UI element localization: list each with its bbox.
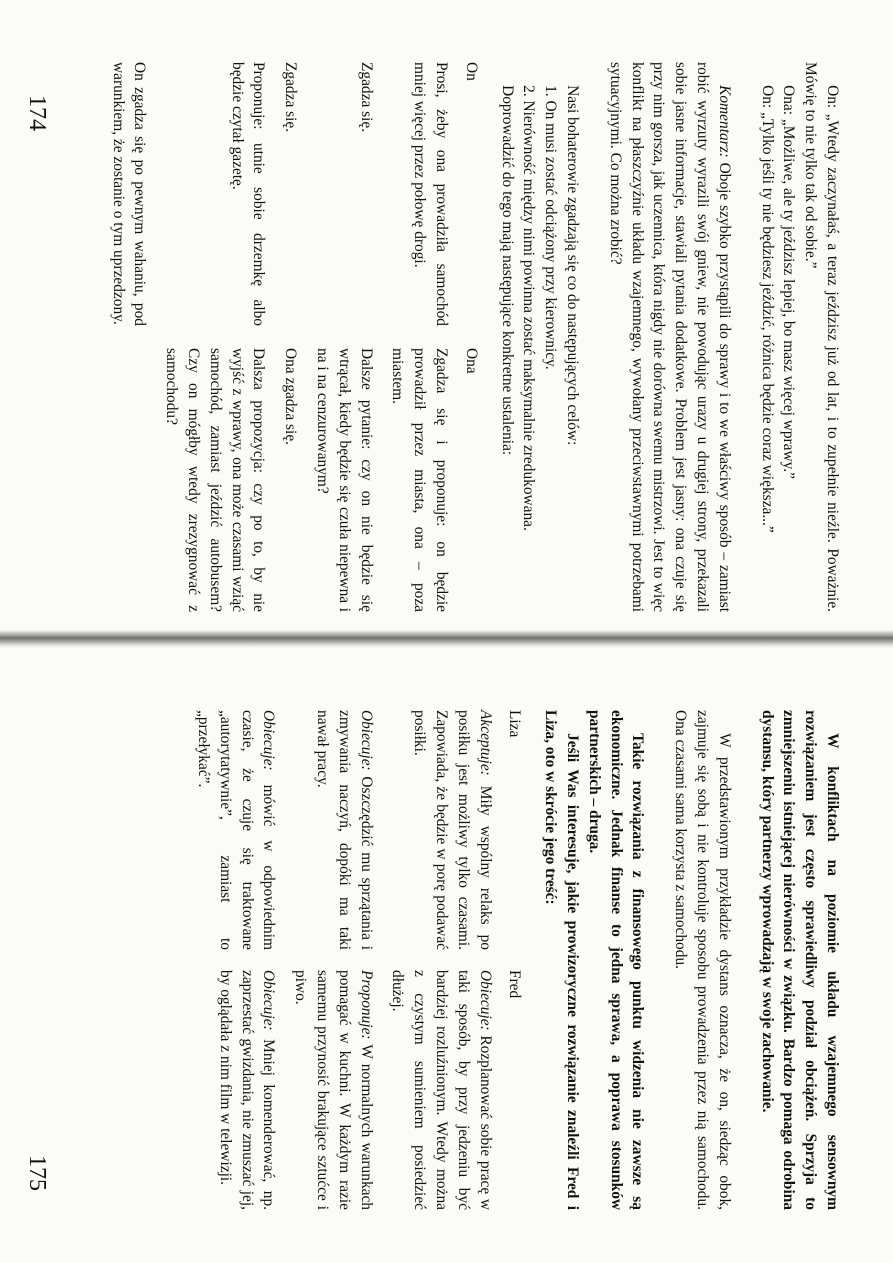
agreement-row [192,710,279,1210]
fred-cell [192,970,279,1210]
liza-text: Oszczędzić mu sprzątania i zmywania naczyń, dopóki ma taki nawał pracy. [314,710,375,950]
liza-cell [192,710,279,950]
page-number: 174 [24,95,50,131]
goal-item: 2. Nierówność między nimi powinna zostać maksymalnie zredukowana. [520,85,538,531]
agreement-row [289,710,376,1210]
liza-label: Obiecuje: [357,710,375,771]
liza-text: Miły wspólny relaks po posiłku jest możliwy tylko czasami. Zapowiada, że będzie w porę podawać posiłki. [411,710,494,950]
liza-cell [289,710,376,950]
agreements-intro: Doprowadzić do tego mają następujące konkretne ustalenia: [498,85,516,456]
on-cell: Zgadza się. [282,62,300,133]
fred-cell [289,970,376,1210]
agreement-row [311,62,376,612]
finance-paragraph: Takie rozwiązania z finansowego punktu widzenia nie zawsze są ekonomiczne. Jednak finanse to jedna sprawa, a poprawa stosunków partnerskich – druga. [585,710,647,1210]
agreement-row [387,62,452,612]
commentary-paragraph [604,62,735,612]
ona-cell [107,348,151,612]
book-fold [0,630,893,648]
liza-text: mówić w odpowiednim czasie, że czuje się traktowane „autorytatywnie”, zamiast to „przełykać”. [195,710,278,950]
on-cell: On zgadza się po pewnym wahaniu, pod warunkiem, że zostanie o tym uprzedzony. [109,62,149,326]
liza-label: Obiecuje: [260,710,278,771]
finance-block [539,710,648,1210]
column-headers [504,710,526,1210]
page-175-text [83,710,843,1210]
page-number: 175 [24,1155,50,1191]
goal-item: 1. On musi zostać odciążony przy kierownicy. [542,85,560,370]
liza-cell [387,710,496,950]
fred-liza-intro: Jeśli Was interesuje, jakie prowizoryczne rozwiązanie znaleźli Fred i Liza, oto w skrócie jego treść: [542,710,582,1210]
column-header-liza: Liza [506,710,524,738]
agreement-row [387,710,496,1210]
fred-text: W normalnych warunkach pomagać w kuchni. W każdym razie samemu przynosić brakujące sztućce i piwo. [292,970,375,1210]
dialogue-line: On: „Tylko jeśli ty nie będziesz jeździć, różnica będzie coraz większa...” [758,85,776,533]
liza-label: Akceptuje: [476,710,494,776]
agreement-row [279,62,301,612]
agreement-row [107,62,151,612]
commentary-label: Komentarz: [715,85,733,158]
ona-cell: Dalsza propozycja: czy po to, by nie wyjść z wprawy, ona może czasami wziąć samochód, zamiast jeździć autobusem? Czy on mógłby wtedy zrezygnować z samochodu? [163,348,268,612]
fred-label: Proponuje: [357,970,375,1040]
fred-label: Obiecuje: [260,970,278,1031]
page-174-text [63,62,843,612]
fred-text: Mniej komenderować, np. zaprzestać gwizdania, nie zmuszać jej, by oglądała z nim film w telewizji. [216,970,278,1210]
column-header-fred: Fred [506,970,524,999]
ona-cell: Zgadza się i proponuje: on będzie prowadził przez miasta, ona – poza miastem. [389,348,451,612]
summary-paragraph: W konfliktach na poziomie układu wzajemnego sensownym rozwiązaniem jest często sprawiedliwy podział obciążeń. Sprzyja to zmniejszeniu istniejącej nierówności w związku. Bardzo pomaga odrobina dystansu, który partnerzy wprowadzają w swoje zachowanie. [758,710,841,1210]
agreement-row [160,62,269,612]
on-cell: Proponuje: utnie sobie drzemkę albo będzie czytał gazetę. [228,62,268,326]
dialogue-line: On: „Wtedy zaczynałaś, a teraz jeździsz już od lat, i to zupełnie nieźle. Poważnie. Mówię to nie tylko tak od sobie.” [802,62,841,612]
fred-label: Obiecuje: [476,970,494,1031]
ona-cell: Ona zgadza się. [282,348,300,445]
fred-cell [387,970,496,1210]
column-headers [460,62,482,612]
goals-intro: Nasi bohaterowie zgadzają się co do następujących celów: [564,85,582,446]
dialogue-line: Ona: „Możliwe, ale ty jeździsz lepiej, bo masz więcej wprawy.” [780,85,798,479]
example-paragraph: W przedstawionym przykładzie dystans oznacza, że on, siedząc obok, zajmuje się sobą i nie kontroluje sposobu prowadzenia przez nią samochodu. Ona czasami sama korzysta z samochodu. [672,710,733,1210]
on-cell: Prosi, żeby ona prowadziła samochód mniej więcej przez połowę drogi. [411,62,451,326]
column-header-on: On [462,62,480,81]
summary-block [756,710,843,1210]
fred-text: Rozplanować sobie pracę w taki sposób, by przy jedzeniu być bardziej rozluźnionym. Wtedy można z czystym sumieniem posiedzieć dłużej. [389,970,494,1210]
column-header-ona: Ona [462,348,480,374]
commentary-text: Oboje szybko przystąpili do sprawy i to we właściwy sposób – zamiast robić wyrzuty wyrazili swój gniew, nie powodując urazy u drugiej strony, przekazali sobie jasne informacje, stawiali pytania dodatkowe. Problem jest jasny: ona czuje się przy nim gorsza, jak uczennica, która nigdy nie dorówna swemu mistrzowi. Jest to więc konflikt na płaszczyźnie układu wzajemnego, wywołany przeciwstawnymi potrzebami sytuacyjnymi. Co można zrobić? [606,62,733,612]
on-cell: Zgadza się. [357,62,375,133]
ona-cell: Dalsze pytanie: czy on nie będzie się wtrącał, kiedy będzie się czuła niepewna i na i na cenzurowanym? [314,348,375,612]
